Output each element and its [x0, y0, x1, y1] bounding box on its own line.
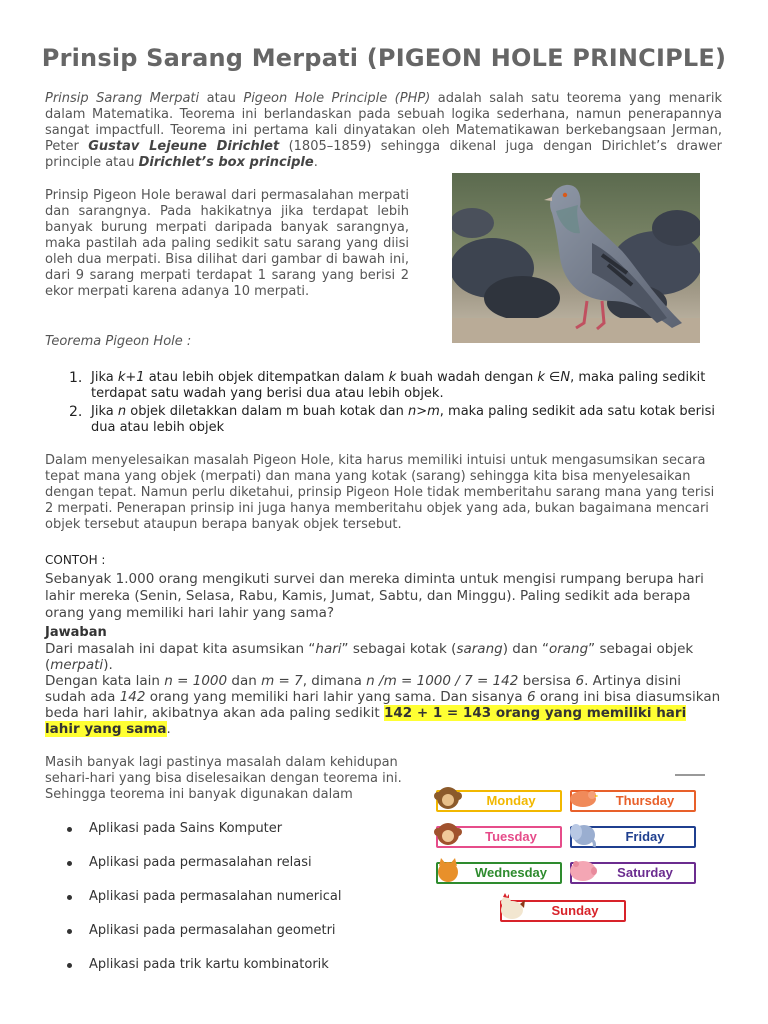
rooster-icon [496, 892, 524, 920]
applications-list [45, 821, 405, 991]
answer-segment: orang yang memiliki hari lahir yang sama. Dan sisanya [145, 689, 527, 705]
intro-text-1: atau [199, 91, 244, 106]
intro-paragraph [45, 91, 722, 171]
list-item: Aplikasi pada trik kartu kombinatorik [45, 957, 405, 991]
intro-text-4: . [313, 155, 318, 170]
answer-segment: Dari masalah ini dapat kita asumsikan “ [45, 641, 316, 657]
theorem-text: Jika [91, 404, 118, 419]
answer-segment: bersisa [518, 673, 576, 689]
answer-segment: ) dan “ [502, 641, 549, 657]
theorem-text: , maka paling sedikit terdapat satu wadah yang berisi dua atau lebih objek. [91, 370, 706, 401]
theorem-item-2 [45, 404, 725, 436]
intro-box-principle: Dirichlet’s box principle [138, 155, 314, 170]
intro-text-2: adalah salah satu teorema yang menarik dalam Matematika. Teorema ini berlandaskan pada sebuah logika sederhana, namun penerapannya sangat impactfull. Teorema ini pertama kali dinyatakan oleh Matematikawan berkebangsaan Jerman, Peter [45, 91, 722, 154]
answer-term: merpati [50, 657, 104, 673]
theorem-list [45, 370, 725, 438]
answer-segment: orang ini bisa diasumsikan beda hari lahir, akibatnya akan ada paling sedikit [45, 689, 721, 721]
theorem-var: k ∈N [537, 370, 571, 385]
theorem-text: Jika [91, 370, 118, 385]
list-item: Aplikasi pada permasalahan relasi [45, 855, 405, 889]
page-title: Prinsip Sarang Merpati (PIGEON HOLE PRINCIPLE) [41, 44, 727, 72]
answer-term: sarang [456, 641, 503, 657]
answer-highlight: 142 + 1 = 143 orang yang memiliki hari lahir yang sama [45, 705, 687, 737]
theorem-var: n [117, 404, 127, 419]
divider-line [675, 774, 705, 776]
usage-paragraph: Masih banyak lagi pastinya masalah dalam kehidupan sehari-hari yang bisa diselesaikan dengan teorema ini. Sehingga teorema ini banyak digunakan dalam [45, 755, 402, 802]
theorem-text: atau lebih objek ditempatkan dalam [144, 370, 389, 385]
intro-term-1: Prinsip Sarang Merpati [45, 91, 200, 106]
intro-name: Gustav Lejeune Dirichlet [88, 139, 280, 154]
example-label: CONTOH : [45, 553, 106, 567]
theorem-text: buah wadah dengan [396, 370, 538, 385]
bird-icon [568, 784, 596, 812]
list-item: Aplikasi pada permasalahan numerical [45, 889, 405, 923]
answer-segment: Dengan kata lain [45, 673, 165, 689]
pig-icon [568, 856, 596, 884]
days-of-week-image [430, 774, 705, 924]
answer-segment: ” sebagai objek ( [45, 641, 694, 673]
answer-segment: . [166, 721, 171, 737]
intuition-paragraph: Dalam menyelesaikan masalah Pigeon Hole, kita harus memiliki intuisi untuk mengasumsikan secara tepat mana yang objek (merpati) dan mana yang kotak (sarang) sehingga kita bisa menyelesaikan dengan tepat. Namun perlu diketahui, prinsip Pigeon Hole tidak memberitahu sarang mana yang terisi 2 merpati. Penerapan prinsip ini juga hanya memberitahu objek yang ada, bukan bagaimana mencari objek tersebut ataupun berapa banyak objek tersebut. [45, 453, 715, 532]
answer-segment: ). [103, 657, 113, 673]
list-item: Aplikasi pada permasalahan geometri [45, 923, 405, 957]
origin-paragraph: Prinsip Pigeon Hole berawal dari permasalahan merpati dan sarangnya. Pada hakikatnya jika terdapat lebih banyak burung merpati daripada banyak sarangnya, maka pastilah ada paling sedikit satu sarang yang diisi oleh dua merpati. Bisa dilihat dari gambar di bawah ini, dari 9 sarang merpati terdapat 1 sarang yang berisi 2 ekor merpati karena adanya 10 merpati. [45, 188, 409, 299]
theorem-number: 2. [69, 404, 83, 420]
answer-label: Jawaban [45, 625, 107, 640]
cat-icon [434, 856, 462, 884]
answer-term: n = 1000 [164, 673, 228, 689]
answer-segment: . Artinya disini sudah ada [45, 673, 681, 705]
answer-segment: , dimana [302, 673, 367, 689]
answer-term: hari [315, 641, 342, 657]
intro-term-2: Pigeon Hole Principle (PHP) [243, 91, 431, 106]
theorem-text: objek diletakkan dalam m buah kotak dan [126, 404, 408, 419]
day-label-friday: Friday [570, 826, 696, 848]
theorem-var: n>m [407, 404, 440, 419]
monkey-icon [434, 784, 462, 812]
day-label-tuesday: Tuesday [436, 826, 562, 848]
theorem-var: k+1 [117, 370, 145, 385]
day-label-thursday: Thursday [570, 790, 696, 812]
theorem-var: k [388, 370, 397, 385]
answer-segment: dan [227, 673, 262, 689]
day-label-wednesday: Wednesday [436, 862, 562, 884]
list-item: Aplikasi pada Sains Komputer [45, 821, 405, 855]
theorem-heading: Teorema Pigeon Hole : [45, 334, 192, 349]
elephant-icon [568, 820, 596, 848]
day-label-sunday: Sunday [500, 900, 626, 922]
example-problem: Sebanyak 1.000 orang mengikuti survei dan mereka diminta untuk mengisi rumpang berupa hari lahir mereka (Senin, Selasa, Rabu, Kamis, Jumat, Sabtu, dan Minggu). Paling sedikit ada berapa orang yang memiliki hari lahir yang sama? [45, 571, 704, 621]
monkey-icon [434, 820, 462, 848]
theorem-number: 1. [69, 370, 83, 386]
theorem-text: , maka paling sedikit ada satu kotak berisi dua atau lebih objek [91, 404, 716, 435]
pigeon-photo [452, 173, 700, 343]
answer-text [45, 641, 725, 737]
answer-term: 142 [119, 689, 146, 705]
intro-text-3: (1805–1859) sehingga dikenal juga dengan Dirichlet’s drawer principle atau [45, 139, 722, 170]
day-label-saturday: Saturday [570, 862, 696, 884]
answer-term: 6 [575, 673, 585, 689]
answer-term: m = 7 [261, 673, 303, 689]
answer-term: n /m = 1000 / 7 = 142 [366, 673, 519, 689]
answer-term: 6 [526, 689, 536, 705]
day-label-monday: Monday [436, 790, 562, 812]
theorem-item-1 [45, 370, 725, 402]
pigeon-image [452, 173, 700, 343]
answer-segment: ” sebagai kotak ( [341, 641, 457, 657]
answer-term: orang [548, 641, 589, 657]
